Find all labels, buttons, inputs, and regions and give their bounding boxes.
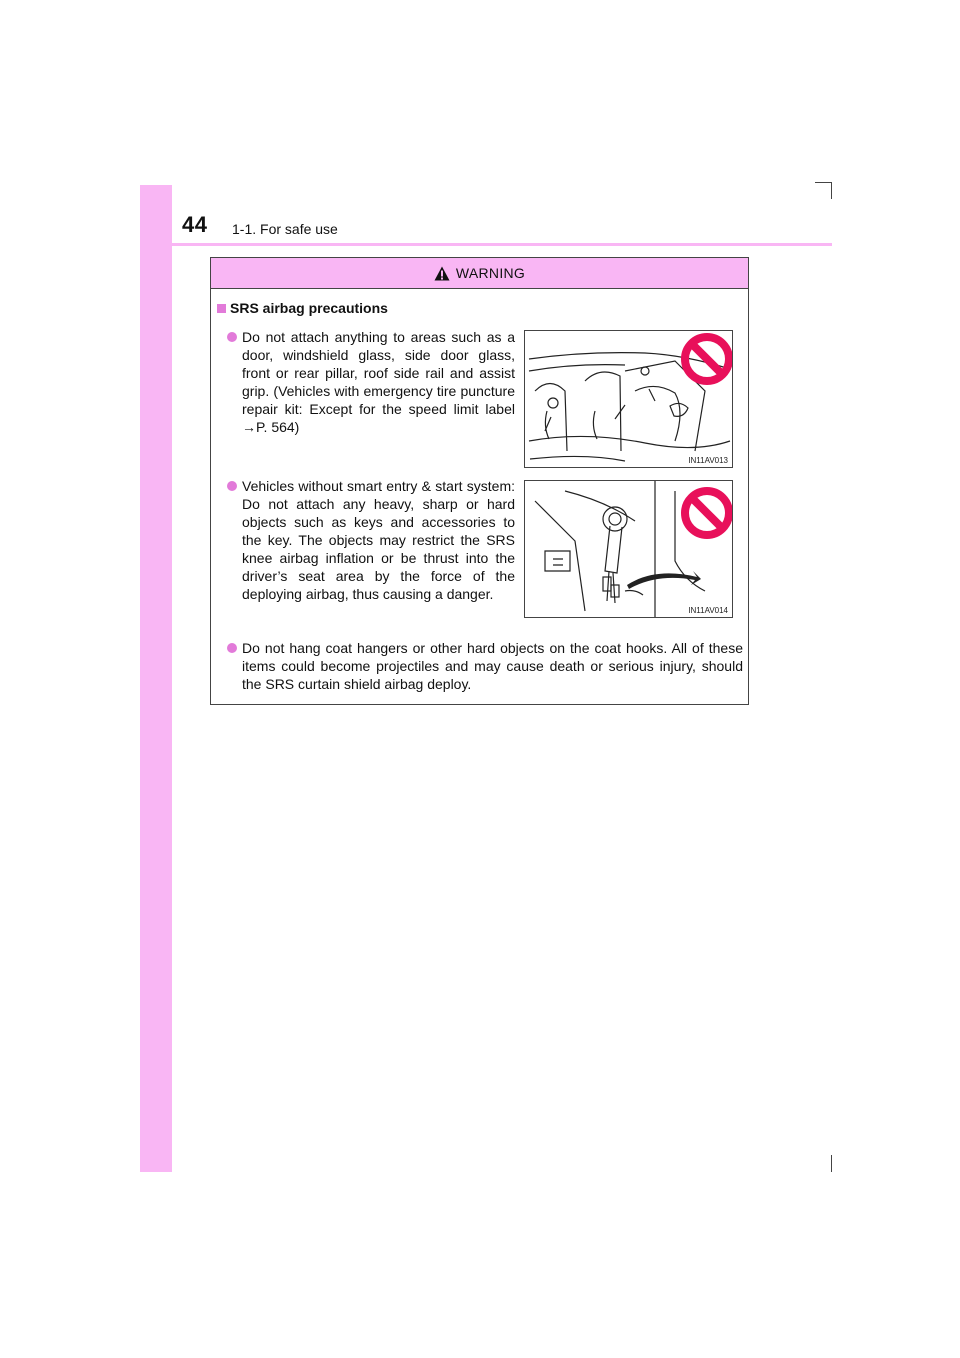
crop-mark-bottom-vertical [831,1155,832,1172]
bullet-text: Vehicles without smart entry & start system: Do not attach any heavy, sharp or hard objects such as keys and accessories to the key. The objects may restrict the SRS knee airbag inflation or be thrust into the driver’s seat area by the force of the deploying airbag, thus causing a danger. [242,478,515,602]
key-ignition-illustration [525,481,733,618]
bullet-text: Do not hang coat hangers or other hard objects on the coat hooks. All of these items could become projectiles and may cause death or serious injury, should the SRS curtain shield airbag deploy. [242,640,743,692]
page-side-strip [140,185,172,1172]
crop-mark-top-horizontal [815,182,832,183]
section-heading-text: SRS airbag precautions [230,300,388,316]
bullet-item [242,328,515,436]
warning-label: WARNING [455,265,526,281]
section-heading [217,300,388,316]
car-interior-illustration [525,331,733,468]
bullet-item [242,639,743,693]
warning-box [210,257,749,705]
warning-triangle-icon [434,266,450,281]
square-bullet-icon [217,304,226,313]
bullet-text: Do not attach anything to areas such as a door, windshield glass, side door glass, front or rear pillar, roof side rail and assist grip. (Vehicles with emergency tire puncture repair kit: Except for the speed limit label →P. 564) [242,329,515,435]
figure-key-accessories-prohibited [524,480,733,618]
section-title: 1-1. For safe use [232,221,338,237]
prohibited-symbol-icon [685,491,729,535]
crop-mark-top-vertical [831,182,832,199]
bullet-dot-icon [227,643,237,653]
bullet-dot-icon [227,481,237,491]
warning-header [211,258,748,289]
header-rule [140,243,832,246]
bullet-item [242,477,515,603]
figure-interior-pillar-prohibited [524,330,733,468]
page-number: 44 [182,212,208,237]
figure-code: IN11AV013 [688,456,728,465]
figure-code: IN11AV014 [688,606,728,615]
bullet-dot-icon [227,332,237,342]
